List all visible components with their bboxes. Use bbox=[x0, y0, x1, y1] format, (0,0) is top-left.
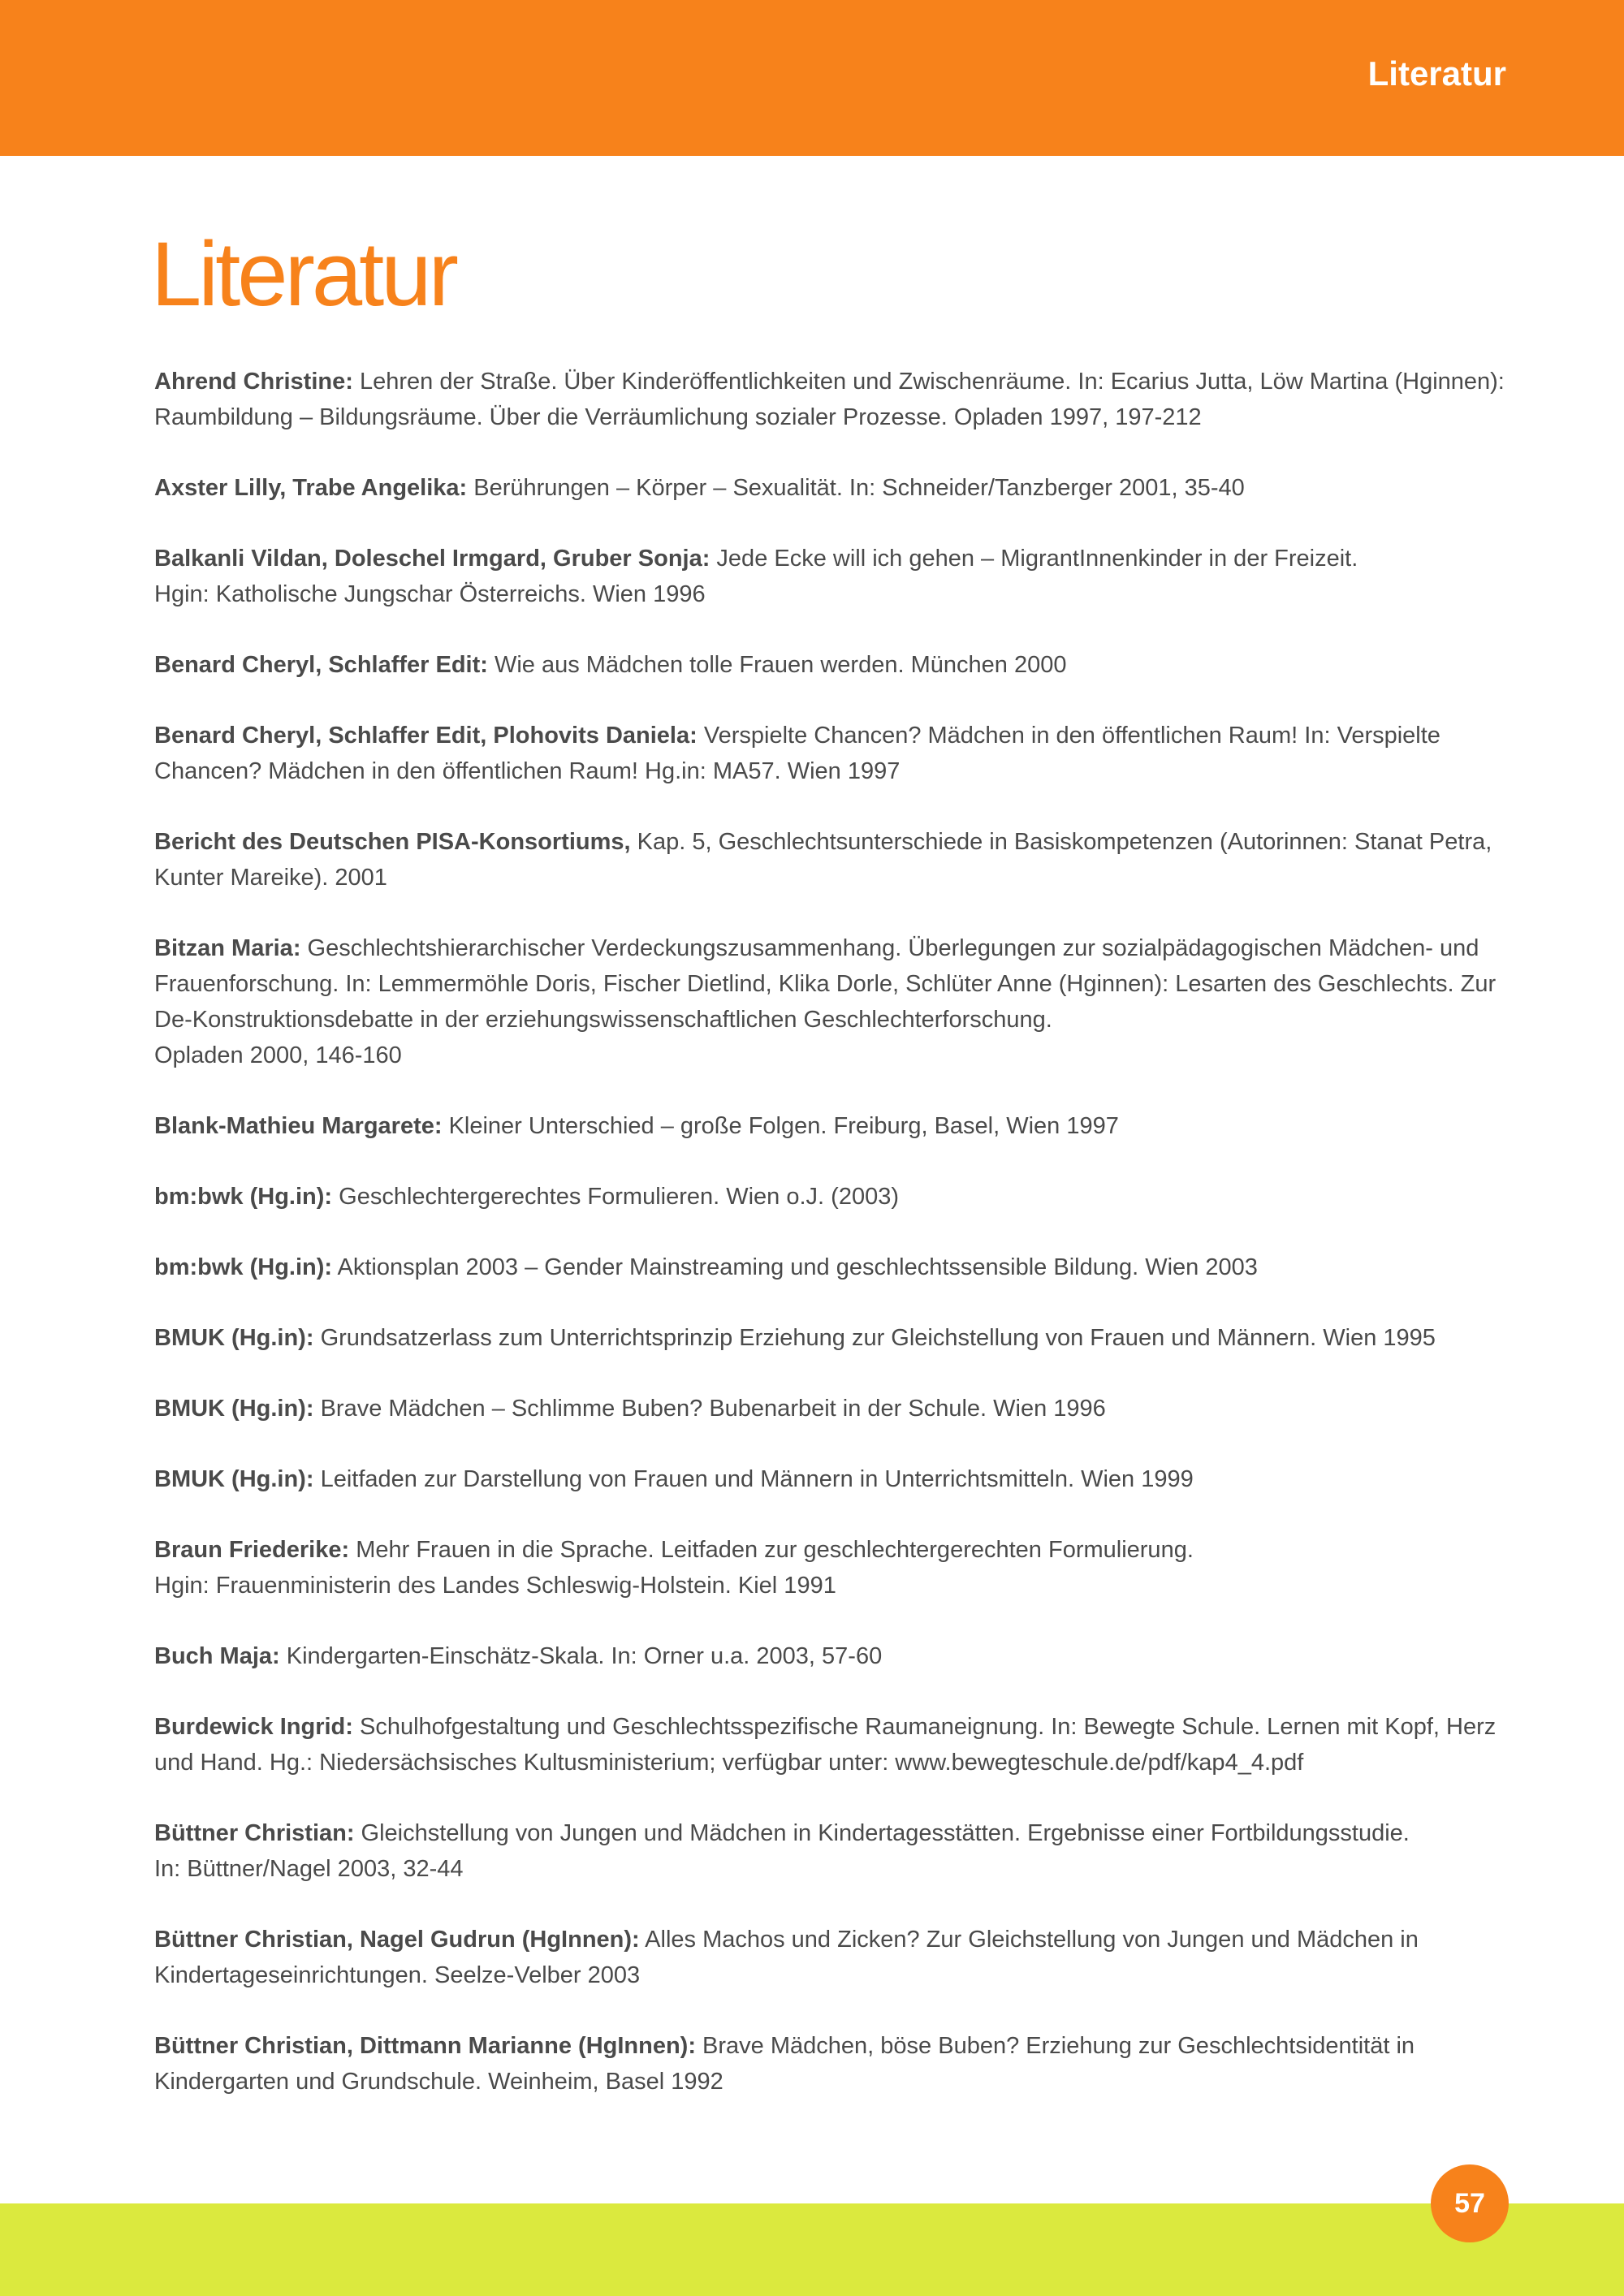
page-title: Literatur bbox=[151, 223, 456, 325]
bibliography-entry bbox=[154, 930, 1514, 1073]
entry-text: Brave Mädchen, böse Buben? Erziehung zur Geschlechtsidentität in Kindergarten und Grundschule. Weinheim, Basel 1992 bbox=[154, 2033, 1415, 2095]
bibliography-entry bbox=[154, 824, 1514, 896]
bibliography-entry bbox=[154, 470, 1514, 506]
bibliography-entry bbox=[154, 1461, 1514, 1497]
page-number-badge: 57 bbox=[1431, 2164, 1509, 2242]
bibliography-entry bbox=[154, 1391, 1514, 1426]
entry-author: Buch Maja: bbox=[154, 1643, 280, 1669]
entry-author: Benard Cheryl, Schlaffer Edit, Plohovits Daniela: bbox=[154, 723, 698, 749]
bibliography-entry bbox=[154, 1108, 1514, 1144]
entry-text: Kap. 5, Geschlechtsunterschiede in Basiskompetenzen (Autorinnen: Stanat Petra, Kunter Mareike). 2001 bbox=[154, 829, 1492, 891]
bibliography-entry bbox=[154, 1638, 1514, 1674]
entry-author: Benard Cheryl, Schlaffer Edit: bbox=[154, 652, 488, 678]
entry-author: Büttner Christian, Nagel Gudrun (HgInnen): bbox=[154, 1927, 640, 1953]
entry-text: Jede Ecke will ich gehen – MigrantInnenkinder in der Freizeit. bbox=[710, 546, 1358, 572]
entry-text: Kleiner Unterschied – große Folgen. Freiburg, Basel, Wien 1997 bbox=[442, 1113, 1119, 1139]
entry-author: bm:bwk (Hg.in): bbox=[154, 1254, 333, 1280]
entry-author: BMUK (Hg.in): bbox=[154, 1325, 314, 1351]
entry-text: Verspielte Chancen? Mädchen in den öffentlichen Raum! In: Verspielte Chancen? Mädchen in den öffentlichen Raum! Hg.in: MA57. Wien 1997 bbox=[154, 723, 1440, 784]
entry-text: Schulhofgestaltung und Geschlechtsspezifische Raumaneignung. In: Bewegte Schule. Lernen mit Kopf, Herz und Hand. Hg.: Niedersächsisches Kultusministerium; verfügbar unter: www.bewegteschule.de/pdf/kap4_4.pdf bbox=[154, 1714, 1497, 1776]
entry-text: Geschlechtergerechtes Formulieren. Wien o.J. (2003) bbox=[332, 1184, 899, 1210]
entry-text: Leitfaden zur Darstellung von Frauen und Männern in Unterrichtsmitteln. Wien 1999 bbox=[313, 1466, 1194, 1492]
entry-text-continued: Hgin: Frauenministerin des Landes Schleswig-Holstein. Kiel 1991 bbox=[154, 1573, 836, 1599]
entry-text: Berührungen – Körper – Sexualität. In: Schneider/Tanzberger 2001, 35-40 bbox=[467, 475, 1245, 501]
entry-text-continued: Hgin: Katholische Jungschar Österreichs. Wien 1996 bbox=[154, 581, 706, 607]
entry-author: BMUK (Hg.in): bbox=[154, 1466, 314, 1492]
entry-text: Grundsatzerlass zum Unterrichtsprinzip Erziehung zur Gleichstellung von Frauen und Männern. Wien 1995 bbox=[313, 1325, 1436, 1351]
entry-author: Bitzan Maria: bbox=[154, 935, 301, 961]
bibliography-entry bbox=[154, 1532, 1514, 1603]
entry-text: Mehr Frauen in die Sprache. Leitfaden zur geschlechtergerechten Formulierung. bbox=[349, 1537, 1194, 1563]
entry-text: Gleichstellung von Jungen und Mädchen in Kindertagesstätten. Ergebnisse einer Fortbildungsstudie. bbox=[354, 1820, 1410, 1846]
entry-text: Lehren der Straße. Über Kinderöffentlichkeiten und Zwischenräume. In: Ecarius Jutta, Löw Martina (Hginnen): Raumbildung – Bildungsräume. Über die Verräumlichung sozialer Prozesse. Opladen 1997, 197-212 bbox=[154, 369, 1505, 430]
entry-author: Bericht des Deutschen PISA-Konsortiums, bbox=[154, 829, 631, 855]
bibliography-entry bbox=[154, 1249, 1514, 1285]
entry-author: Büttner Christian, Dittmann Marianne (HgInnen): bbox=[154, 2033, 696, 2059]
entry-text: Alles Machos und Zicken? Zur Gleichstellung von Jungen und Mädchen in Kindertageseinrichtungen. Seelze-Velber 2003 bbox=[154, 1927, 1419, 1988]
entry-text: Wie aus Mädchen tolle Frauen werden. München 2000 bbox=[487, 652, 1067, 678]
bibliography-entry bbox=[154, 1709, 1514, 1780]
entry-author: Axster Lilly, Trabe Angelika: bbox=[154, 475, 468, 501]
entry-author: BMUK (Hg.in): bbox=[154, 1396, 314, 1422]
bibliography-entry bbox=[154, 1815, 1514, 1887]
bibliography-entry bbox=[154, 1179, 1514, 1215]
bibliography-entry bbox=[154, 364, 1514, 435]
bibliography-list bbox=[154, 364, 1514, 2134]
entry-text: Kindergarten-Einschätz-Skala. In: Orner u.a. 2003, 57-60 bbox=[279, 1643, 883, 1669]
entry-text-continued: Opladen 2000, 146-160 bbox=[154, 1042, 402, 1068]
entry-author: bm:bwk (Hg.in): bbox=[154, 1184, 333, 1210]
entry-author: Braun Friederike: bbox=[154, 1537, 350, 1563]
entry-author: Ahrend Christine: bbox=[154, 369, 353, 395]
bibliography-entry bbox=[154, 718, 1514, 789]
entry-author: Burdewick Ingrid: bbox=[154, 1714, 353, 1740]
bibliography-entry bbox=[154, 647, 1514, 683]
bibliography-entry bbox=[154, 541, 1514, 612]
entry-text: Aktionsplan 2003 – Gender Mainstreaming und geschlechtssensible Bildung. Wien 2003 bbox=[332, 1254, 1258, 1280]
entry-text: Geschlechtshierarchischer Verdeckungszusammenhang. Überlegungen zur sozialpädagogischen Mädchen- und Frauenforschung. In: Lemmermöhle Doris, Fischer Dietlind, Klika Dorle, Schlüter Anne (Hginnen): Lesarten des Geschlechts. Zur De-Konstruktionsdebatte in der erziehungswissenschaftlichen Geschlechterforschung. bbox=[154, 935, 1497, 1033]
bibliography-entry bbox=[154, 2028, 1514, 2100]
bibliography-entry bbox=[154, 1922, 1514, 1993]
entry-text: Brave Mädchen – Schlimme Buben? Bubenarbeit in der Schule. Wien 1996 bbox=[313, 1396, 1106, 1422]
entry-text-continued: In: Büttner/Nagel 2003, 32-44 bbox=[154, 1856, 464, 1882]
header-bar bbox=[0, 0, 1624, 156]
entry-author: Büttner Christian: bbox=[154, 1820, 355, 1846]
entry-author: Blank-Mathieu Margarete: bbox=[154, 1113, 443, 1139]
bibliography-entry bbox=[154, 1320, 1514, 1356]
header-title: Literatur bbox=[1367, 54, 1506, 93]
footer-bar bbox=[0, 2203, 1624, 2296]
entry-author: Balkanli Vildan, Doleschel Irmgard, Gruber Sonja: bbox=[154, 546, 710, 572]
